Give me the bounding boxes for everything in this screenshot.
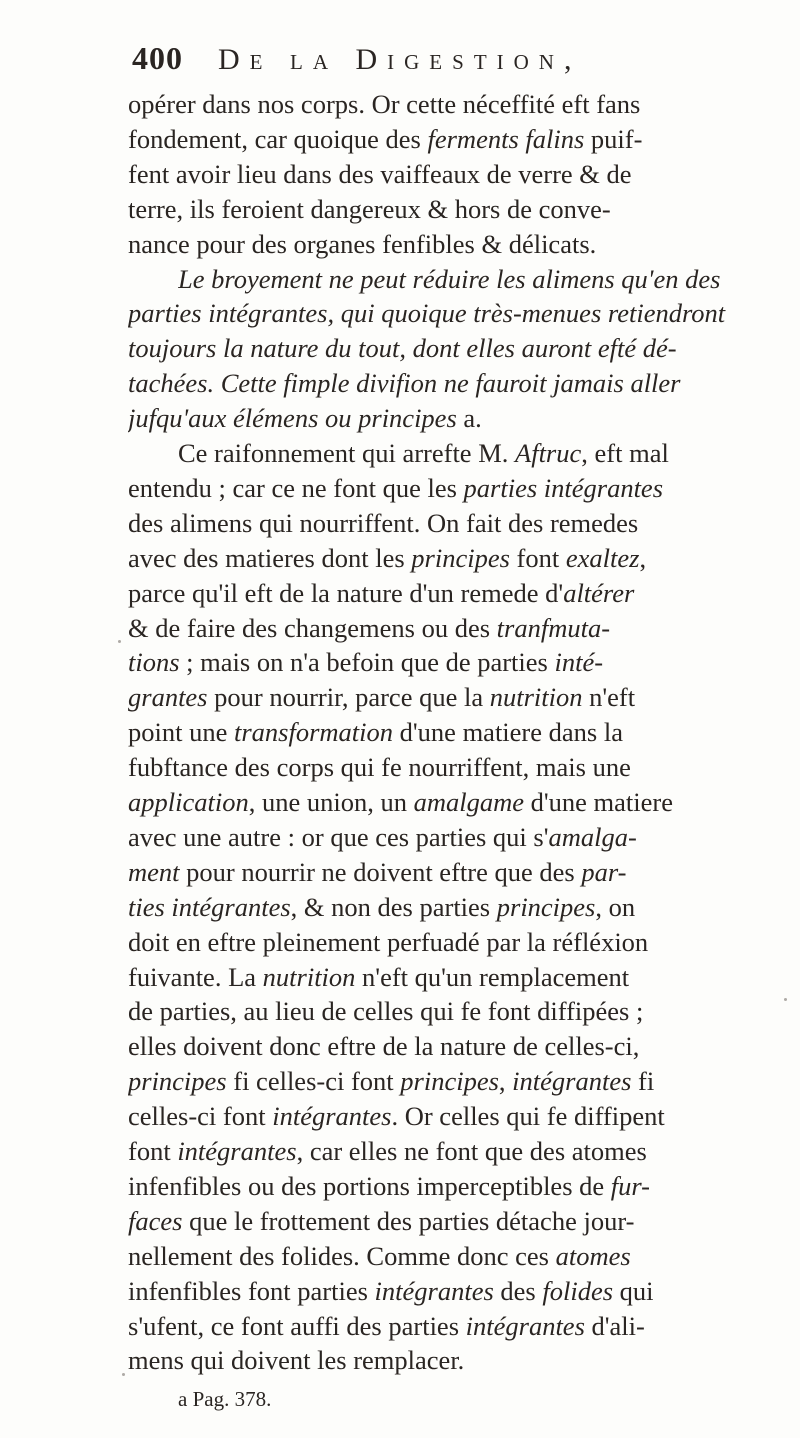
text-segment: , une union, un: [248, 787, 414, 817]
text-segment: pour nourrir ne doivent eftre que des: [179, 856, 582, 887]
italic-segment: intégrantes: [374, 1275, 494, 1306]
text-segment: fondement, car quoique des: [128, 123, 428, 154]
text-segment: qui: [613, 1275, 654, 1306]
text-segment: des: [493, 1275, 543, 1306]
text-segment: , car elles ne font que des atomes: [296, 1136, 647, 1166]
text-segment: pour nourrir, parce que la: [207, 682, 490, 713]
italic-segment: atomes: [555, 1240, 631, 1271]
italic-segment: application: [128, 787, 249, 817]
text-segment: entendu ; car ce ne font que les: [128, 472, 464, 503]
text-segment: ; mais on n'a befoin que de parties: [179, 647, 555, 678]
text-segment: mens qui doivent les remplacer.: [128, 1345, 465, 1376]
italic-segment: ties intégrantes: [128, 891, 291, 922]
italic-segment: par-: [581, 856, 627, 887]
text-segment: , on: [595, 891, 636, 922]
text-segment: avec des matieres dont les: [128, 542, 412, 573]
text-segment: n'eft qu'un remplacement: [355, 961, 630, 992]
text-segment: des alimens qui nourriffent. On fait des remedes: [128, 507, 639, 538]
italic-segment: Le broyement ne peut réduire les alimens qu'en des: [178, 263, 721, 294]
italic-segment: tachées. Cette fimple divifion ne fauroit jamais aller: [128, 368, 681, 399]
text-segment: fubftance des corps qui fe nourriffent, mais une: [128, 752, 631, 783]
text-segment: fuivante. La: [128, 961, 263, 992]
italic-segment: intégrantes: [177, 1136, 297, 1166]
italic-segment: folides: [542, 1275, 614, 1306]
text-segment: que le frottement des parties détache jour-: [182, 1205, 635, 1236]
text-segment: fi celles-ci font: [226, 1066, 401, 1097]
text-segment: doit en eftre pleinement perfuadé par la réfléxion: [128, 926, 649, 957]
text-segment: parce qu'il eft de la nature d'un remede d': [128, 577, 564, 608]
italic-segment: toujours la nature du tout, dont elles auront efté dé-: [128, 333, 677, 364]
italic-segment: amalgame: [413, 787, 524, 817]
footnote: a Pag. 378.: [178, 1387, 272, 1411]
print-speck: [118, 640, 121, 643]
text-line: [128, 1340, 788, 1380]
page-number: 400: [132, 40, 183, 76]
text-segment: d'une matiere dans la: [393, 717, 623, 748]
italic-segment: parties intégrantes, qui quoique très-menues retiendront: [128, 298, 726, 329]
text-segment: fent avoir lieu dans des vaiffeaux de verre & de: [128, 158, 632, 189]
text-segment: ,: [498, 1066, 513, 1097]
italic-segment: parties intégrantes: [463, 472, 664, 503]
text-segment: terre, ils feroient dangereux & hors de conve-: [128, 193, 611, 224]
text-segment: Ce raifonnement qui arrefte M.: [178, 438, 516, 468]
text-segment: avec une autre : or que ces parties qui s': [128, 821, 549, 852]
italic-segment: ferments falins: [427, 123, 585, 154]
text-segment: point une: [128, 717, 234, 748]
italic-segment: faces: [128, 1205, 183, 1236]
italic-segment: principes: [496, 891, 596, 922]
text-segment: & de faire des changemens ou des: [128, 612, 497, 643]
running-title: De la Digestion,: [218, 43, 582, 76]
italic-segment: amalga-: [548, 821, 637, 852]
italic-segment: ment: [128, 856, 180, 887]
italic-segment: inté-: [554, 647, 604, 678]
text-segment: d'ali-: [584, 1310, 645, 1341]
text-segment: , & non des parties: [290, 891, 497, 922]
italic-segment: exaltez: [565, 542, 640, 573]
italic-segment: principes: [128, 1066, 227, 1097]
text-segment: opérer dans nos corps. Or cette néceffité eft fans: [128, 89, 641, 119]
text-segment: celles-ci font: [128, 1101, 273, 1132]
italic-segment: jufqu'aux élémens ou principes: [128, 403, 457, 434]
italic-segment: Aftruc: [515, 438, 582, 468]
text-segment: font: [509, 542, 566, 573]
italic-segment: grantes: [128, 682, 208, 713]
text-segment: n'eft: [582, 682, 636, 713]
italic-segment: principes: [400, 1066, 499, 1097]
text-segment: puif-: [584, 123, 643, 154]
italic-segment: fur-: [610, 1170, 651, 1201]
text-segment: infenfibles font parties: [128, 1275, 375, 1306]
text-segment: nance pour des organes fenfibles & délicats.: [128, 228, 597, 259]
text-segment: ,: [639, 542, 647, 573]
text-segment: a.: [456, 403, 482, 434]
text-segment: fi: [631, 1066, 655, 1097]
italic-segment: transformation: [234, 717, 394, 748]
print-speck: [122, 1373, 125, 1376]
print-speck: [784, 998, 787, 1001]
text-segment: font: [128, 1136, 178, 1166]
text-segment: elles doivent donc eftre de la nature de celles-ci,: [128, 1031, 640, 1062]
italic-segment: altérer: [563, 577, 635, 608]
text-segment: nellement des folides. Comme donc ces: [128, 1240, 556, 1271]
italic-segment: principes: [411, 542, 510, 573]
italic-segment: intégrantes: [465, 1310, 585, 1341]
italic-segment: intégrantes: [512, 1066, 632, 1097]
italic-segment: tranfmuta-: [496, 612, 611, 643]
text-segment: infenfibles ou des portions imperceptibles de: [128, 1170, 611, 1201]
italic-segment: nutrition: [489, 682, 583, 713]
text-segment: s'ufent, ce font auffi des parties: [128, 1310, 466, 1341]
text-segment: , eft mal: [581, 438, 669, 468]
text-segment: d'une matiere: [524, 787, 673, 817]
italic-segment: tions: [128, 647, 180, 678]
text-segment: . Or celles qui fe diffipent: [391, 1101, 665, 1132]
text-segment: de parties, au lieu de celles qui fe font diffipées ;: [128, 996, 644, 1027]
italic-segment: intégrantes: [272, 1101, 392, 1132]
italic-segment: nutrition: [262, 961, 356, 992]
